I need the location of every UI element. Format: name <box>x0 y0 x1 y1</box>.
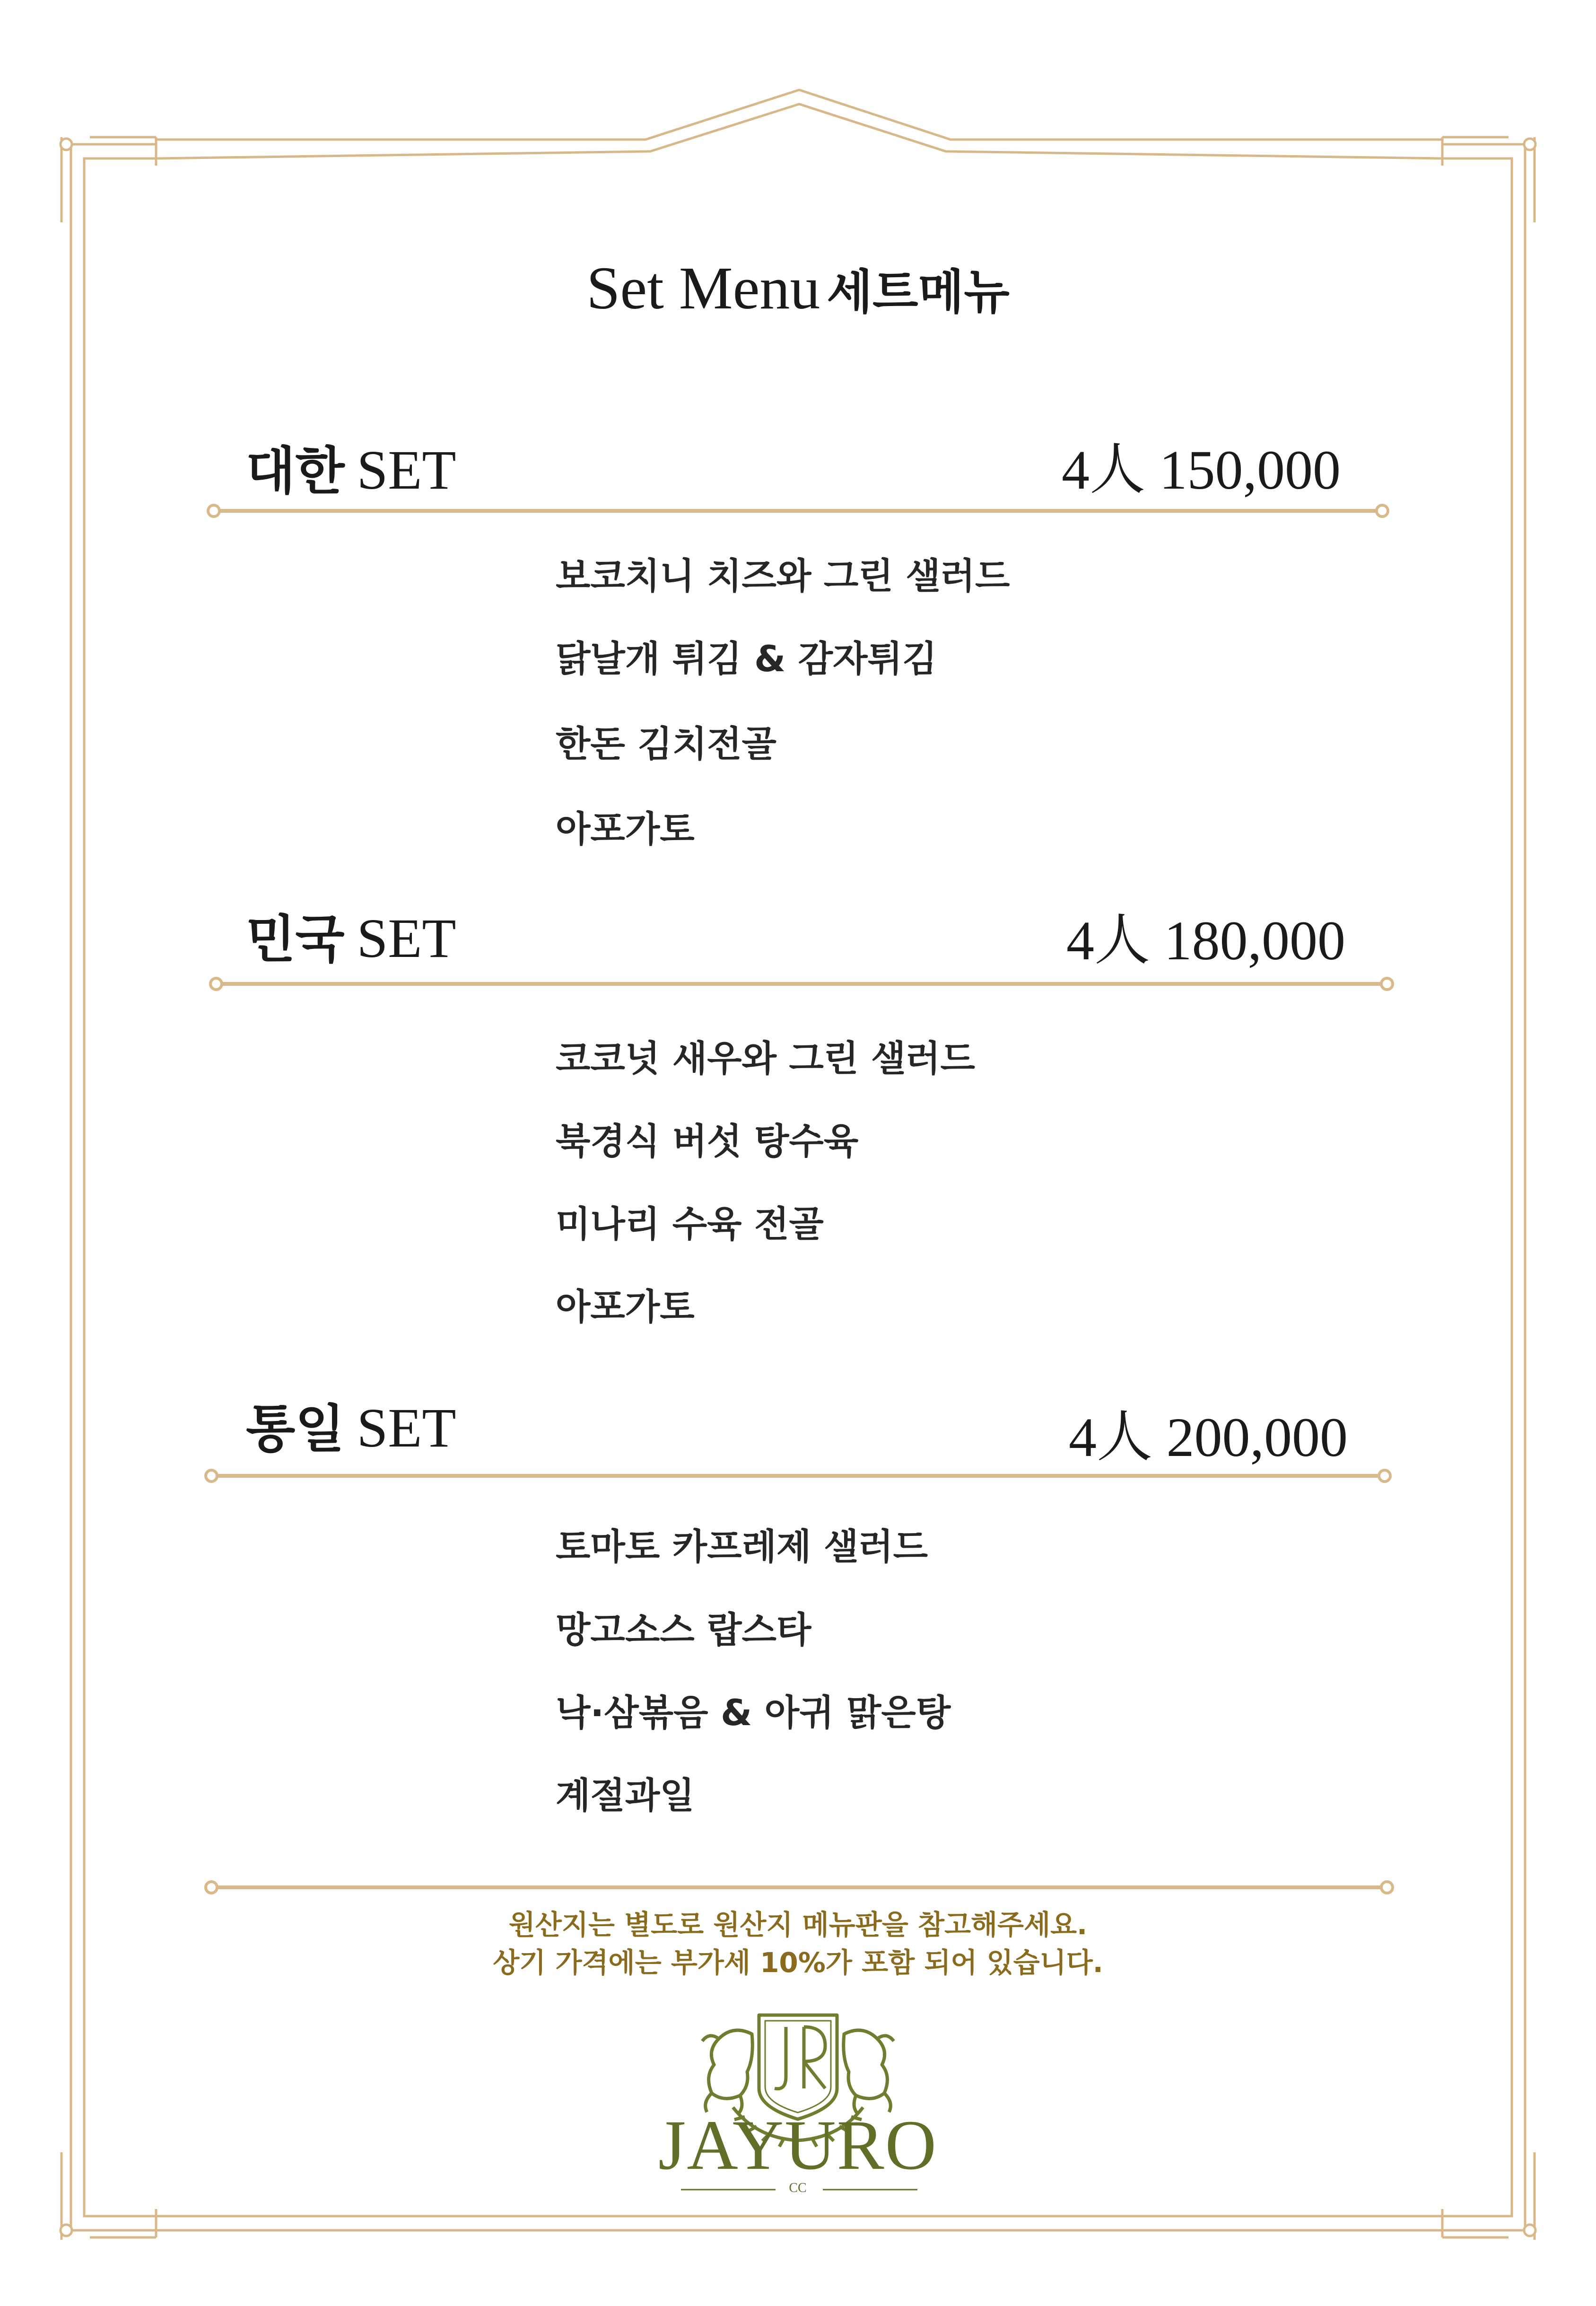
set-3-item: 토마토 카프레제 샐러드 <box>556 1526 928 1568</box>
set-3-item: 계절과일 <box>556 1774 695 1816</box>
brand-sub: CC <box>789 2181 807 2195</box>
set-2-price: 4人 180,000 <box>1066 910 1345 972</box>
brand-name: JAYURO <box>658 2106 937 2184</box>
set-1-name-ko: 대한 <box>246 442 345 501</box>
set-1-price: 4人 150,000 <box>1062 439 1341 501</box>
notice-origin: 원산지는 별도로 원산지 메뉴판을 참고해주세요. <box>508 1909 1088 1941</box>
page-title <box>0 254 1596 322</box>
title-en: Set Menu <box>586 254 820 322</box>
set-3-name-ko: 통일 <box>246 1400 345 1459</box>
set-2-item: 북경식 버섯 탕수육 <box>556 1120 859 1162</box>
set-3-price: 4人 200,000 <box>1069 1406 1348 1468</box>
notice-vat: 상기 가격에는 부가세 10%가 포함 되어 있습니다. <box>493 1947 1103 1979</box>
set-3-name <box>246 1397 456 1459</box>
set-1-item: 닭날개 튀김 & 감자튀김 <box>556 638 937 680</box>
set-3-item: 망고소스 랍스타 <box>556 1609 811 1651</box>
set-2-name-en: SET <box>357 907 456 969</box>
set-2-item: 미나리 수육 전골 <box>556 1203 824 1245</box>
set-2-item: 아포가토 <box>556 1286 695 1328</box>
set-1-item: 한돈 김치전골 <box>556 723 776 765</box>
set-1-item: 보코치니 치즈와 그린 샐러드 <box>556 555 1010 597</box>
set-1-name <box>246 439 456 501</box>
set-3-item: 낙·삼볶음 & 아귀 맑은탕 <box>556 1692 951 1734</box>
set-2-item: 코코넛 새우와 그린 샐러드 <box>556 1037 975 1079</box>
set-3-name-en: SET <box>357 1397 456 1459</box>
title-ko: 세트메뉴 <box>827 264 1010 320</box>
section-dividers <box>215 511 1383 1887</box>
set-1-item: 아포가토 <box>556 808 695 850</box>
set-1-name-en: SET <box>357 439 456 501</box>
set-2-name-ko: 민국 <box>246 910 345 969</box>
set-2-name <box>246 907 456 969</box>
